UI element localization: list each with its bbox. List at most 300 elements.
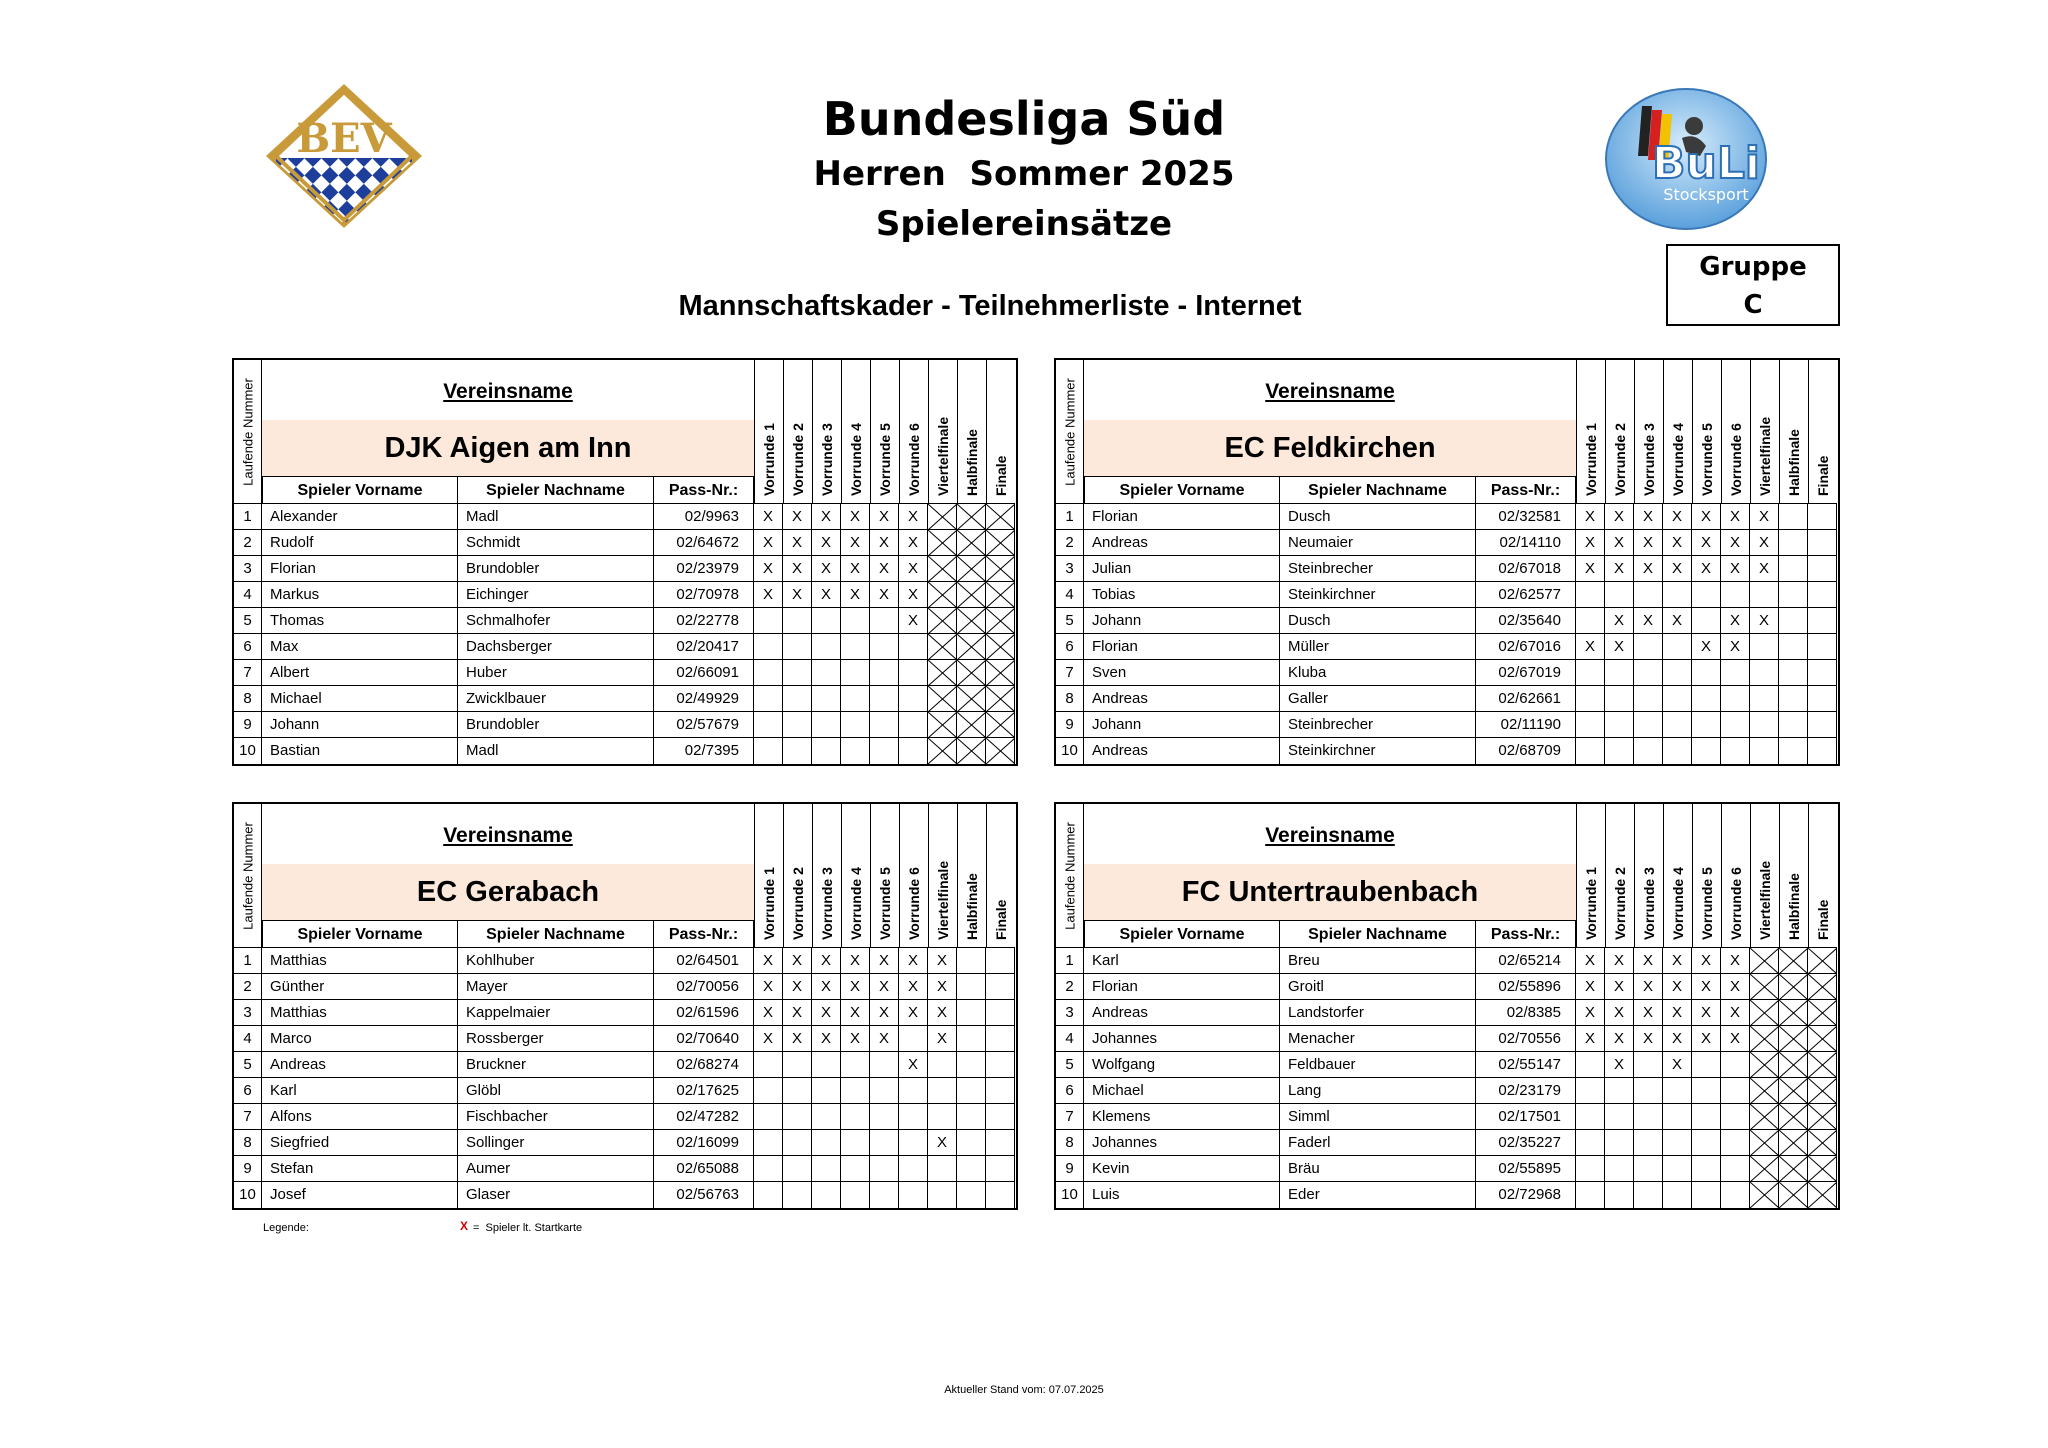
round-mark: X (1605, 1000, 1634, 1026)
player-number: 7 (1056, 1104, 1084, 1130)
round-mark: X (841, 582, 870, 608)
table-row (1056, 686, 1838, 712)
round-mark (783, 686, 812, 712)
round-mark (783, 1104, 812, 1130)
round-mark (783, 608, 812, 634)
player-nachname: Dusch (1280, 608, 1476, 634)
table-row (234, 582, 1016, 608)
round-mark (1576, 686, 1605, 712)
player-vorname: Michael (1084, 1078, 1280, 1104)
round-mark: X (1692, 504, 1721, 530)
crossed-out-cell (1779, 974, 1808, 1000)
crossed-out-cell (1808, 1104, 1837, 1130)
round-mark (986, 1130, 1015, 1156)
round-mark: X (928, 948, 957, 974)
pass-header: Pass-Nr.: (1476, 920, 1576, 948)
laufende-nummer-header: Laufende Nummer (234, 360, 262, 504)
table-row (1056, 660, 1838, 686)
round-header: Finale (1808, 360, 1837, 504)
round-mark (928, 1156, 957, 1182)
round-mark (1605, 1182, 1634, 1208)
round-mark: X (870, 1026, 899, 1052)
round-mark (812, 712, 841, 738)
round-mark (1750, 712, 1779, 738)
crossed-out-cell (957, 738, 986, 764)
table-row (1056, 556, 1838, 582)
round-mark: X (1663, 504, 1692, 530)
player-pass: 02/20417 (654, 634, 754, 660)
round-mark (957, 948, 986, 974)
laufende-nummer-header: Laufende Nummer (1056, 804, 1084, 948)
table-row (1056, 530, 1838, 556)
round-header: Vorrunde 3 (1634, 804, 1663, 948)
round-mark: X (754, 582, 783, 608)
player-pass: 02/68274 (654, 1052, 754, 1078)
round-mark (986, 1052, 1015, 1078)
round-mark (1721, 686, 1750, 712)
player-vorname: Andreas (1084, 530, 1280, 556)
player-nachname: Glaser (458, 1182, 654, 1208)
round-mark (1779, 556, 1808, 582)
round-mark: X (754, 948, 783, 974)
round-mark (899, 1078, 928, 1104)
team-name: DJK Aigen am Inn (262, 420, 754, 476)
player-nachname: Landstorfer (1280, 1000, 1476, 1026)
buli-stocksport-logo (1602, 86, 1772, 232)
player-pass: 02/70056 (654, 974, 754, 1000)
round-mark (1663, 582, 1692, 608)
round-header: Vorrunde 5 (870, 360, 899, 504)
player-pass: 02/17501 (1476, 1104, 1576, 1130)
round-mark (1634, 634, 1663, 660)
round-mark (1721, 712, 1750, 738)
table-row (234, 1156, 1016, 1182)
player-nachname: Steinkirchner (1280, 582, 1476, 608)
round-mark (812, 1130, 841, 1156)
vorname-header: Spieler Vorname (1084, 920, 1280, 948)
round-mark (1808, 712, 1837, 738)
round-mark (928, 1104, 957, 1130)
round-mark (1808, 504, 1837, 530)
player-number: 10 (234, 738, 262, 764)
player-pass: 02/55896 (1476, 974, 1576, 1000)
round-mark: X (783, 530, 812, 556)
gruppe-value: C (1743, 290, 1763, 320)
round-mark (812, 1052, 841, 1078)
round-mark: X (812, 1026, 841, 1052)
round-mark (870, 634, 899, 660)
player-vorname: Tobias (1084, 582, 1280, 608)
round-mark: X (1721, 974, 1750, 1000)
player-nachname: Simml (1280, 1104, 1476, 1130)
round-mark (1721, 1156, 1750, 1182)
round-mark: X (1721, 556, 1750, 582)
round-mark (899, 1156, 928, 1182)
player-nachname: Lang (1280, 1078, 1476, 1104)
round-mark (1576, 712, 1605, 738)
round-mark (870, 712, 899, 738)
round-mark: X (1634, 556, 1663, 582)
player-number: 3 (234, 1000, 262, 1026)
round-mark (1663, 660, 1692, 686)
round-mark: X (1634, 608, 1663, 634)
crossed-out-cell (1808, 1078, 1837, 1104)
round-mark: X (870, 530, 899, 556)
page-title: Bundesliga Süd (822, 92, 1226, 146)
player-nachname: Eichinger (458, 582, 654, 608)
round-header: Vorrunde 2 (783, 360, 812, 504)
player-vorname: Karl (262, 1078, 458, 1104)
round-mark (1663, 738, 1692, 764)
round-mark (783, 660, 812, 686)
list-title: Mannschaftskader - Teilnehmerliste - Internet (678, 290, 1302, 322)
player-pass: 02/35227 (1476, 1130, 1576, 1156)
player-pass: 02/64672 (654, 530, 754, 556)
round-mark: X (870, 948, 899, 974)
round-mark (1663, 1130, 1692, 1156)
vorname-header: Spieler Vorname (262, 476, 458, 504)
round-mark: X (899, 556, 928, 582)
player-number: 5 (234, 1052, 262, 1078)
player-nachname: Menacher (1280, 1026, 1476, 1052)
round-mark (1721, 660, 1750, 686)
crossed-out-cell (957, 634, 986, 660)
round-mark (1576, 1078, 1605, 1104)
round-mark: X (1663, 608, 1692, 634)
round-mark (1576, 1182, 1605, 1208)
crossed-out-cell (986, 660, 1015, 686)
player-vorname: Andreas (1084, 686, 1280, 712)
player-nachname: Brundobler (458, 556, 654, 582)
table-row (234, 948, 1016, 974)
round-mark (957, 1000, 986, 1026)
player-vorname: Albert (262, 660, 458, 686)
round-mark: X (754, 530, 783, 556)
table-row (1056, 738, 1838, 764)
vereinsname-label: Vereinsname (443, 824, 573, 847)
player-number: 3 (234, 556, 262, 582)
round-mark (1750, 738, 1779, 764)
player-pass: 02/16099 (654, 1130, 754, 1156)
round-mark: X (1750, 530, 1779, 556)
player-pass: 02/56763 (654, 1182, 754, 1208)
crossed-out-cell (928, 738, 957, 764)
buli-logo-subtext: Stocksport (1663, 185, 1749, 204)
round-mark (899, 1026, 928, 1052)
player-vorname: Matthias (262, 1000, 458, 1026)
crossed-out-cell (1750, 1182, 1779, 1208)
legend-text: = Spieler lt. Startkarte (473, 1222, 583, 1234)
round-header: Viertelfinale (928, 360, 957, 504)
round-header: Vorrunde 2 (1605, 804, 1634, 948)
crossed-out-cell (1779, 1052, 1808, 1078)
round-mark (783, 738, 812, 764)
player-vorname: Florian (262, 556, 458, 582)
table-row (234, 634, 1016, 660)
crossed-out-cell (957, 504, 986, 530)
round-mark (1576, 1104, 1605, 1130)
player-pass: 02/62577 (1476, 582, 1576, 608)
round-header: Viertelfinale (928, 804, 957, 948)
table-row (1056, 948, 1838, 974)
crossed-out-cell (1779, 1130, 1808, 1156)
player-pass: 02/35640 (1476, 608, 1576, 634)
crossed-out-cell (1808, 948, 1837, 974)
player-pass: 02/23979 (654, 556, 754, 582)
player-pass: 02/55895 (1476, 1156, 1576, 1182)
round-mark: X (1605, 1026, 1634, 1052)
player-pass: 02/55147 (1476, 1052, 1576, 1078)
round-mark (1576, 582, 1605, 608)
round-mark (841, 660, 870, 686)
round-mark: X (783, 974, 812, 1000)
player-pass: 02/66091 (654, 660, 754, 686)
round-mark (841, 1078, 870, 1104)
round-mark (1779, 504, 1808, 530)
round-mark: X (841, 974, 870, 1000)
round-mark (841, 634, 870, 660)
crossed-out-cell (1779, 1000, 1808, 1026)
player-nachname: Dusch (1280, 504, 1476, 530)
player-vorname: Marco (262, 1026, 458, 1052)
player-number: 9 (234, 1156, 262, 1182)
round-mark (1692, 660, 1721, 686)
player-nachname: Huber (458, 660, 654, 686)
crossed-out-cell (1779, 1104, 1808, 1130)
crossed-out-cell (928, 608, 957, 634)
crossed-out-cell (1779, 1078, 1808, 1104)
crossed-out-cell (928, 556, 957, 582)
player-pass: 02/62661 (1476, 686, 1576, 712)
player-vorname: Andreas (1084, 738, 1280, 764)
round-header: Vorrunde 5 (1692, 360, 1721, 504)
round-mark (783, 1130, 812, 1156)
round-mark (1721, 1052, 1750, 1078)
round-mark (1779, 582, 1808, 608)
round-mark (1692, 1052, 1721, 1078)
round-mark: X (1634, 1000, 1663, 1026)
round-mark (899, 686, 928, 712)
table-row (234, 556, 1016, 582)
round-mark: X (1721, 1026, 1750, 1052)
crossed-out-cell (957, 530, 986, 556)
player-number: 5 (1056, 1052, 1084, 1078)
player-pass: 02/61596 (654, 1000, 754, 1026)
round-mark (1721, 738, 1750, 764)
round-mark: X (1663, 974, 1692, 1000)
round-mark: X (812, 1000, 841, 1026)
round-mark: X (783, 1000, 812, 1026)
round-mark: X (1721, 608, 1750, 634)
table-row (1056, 634, 1838, 660)
round-header: Vorrunde 4 (1663, 360, 1692, 504)
table-row (1056, 1052, 1838, 1078)
round-mark: X (1692, 634, 1721, 660)
round-mark: X (1663, 556, 1692, 582)
round-mark (899, 634, 928, 660)
table-row (234, 504, 1016, 530)
player-nachname: Mayer (458, 974, 654, 1000)
round-mark (1692, 1078, 1721, 1104)
round-mark (1605, 1130, 1634, 1156)
table-row (1056, 504, 1838, 530)
round-mark (841, 1182, 870, 1208)
round-mark (986, 1078, 1015, 1104)
round-mark: X (1605, 948, 1634, 974)
player-number: 7 (1056, 660, 1084, 686)
round-header: Finale (986, 360, 1015, 504)
round-mark (1808, 556, 1837, 582)
table-row (1056, 1026, 1838, 1052)
player-pass: 02/64501 (654, 948, 754, 974)
crossed-out-cell (1808, 1130, 1837, 1156)
team-name: FC Untertraubenbach (1084, 864, 1576, 920)
round-mark (1692, 608, 1721, 634)
round-mark (899, 660, 928, 686)
round-mark (1692, 1182, 1721, 1208)
round-mark: X (754, 556, 783, 582)
round-header: Viertelfinale (1750, 804, 1779, 948)
vereinsname-label: Vereinsname (1265, 824, 1395, 847)
round-mark (1779, 686, 1808, 712)
round-mark (1605, 1156, 1634, 1182)
player-number: 4 (234, 1026, 262, 1052)
player-vorname: Florian (1084, 974, 1280, 1000)
round-header: Vorrunde 6 (1721, 804, 1750, 948)
crossed-out-cell (1750, 1156, 1779, 1182)
player-nachname: Feldbauer (1280, 1052, 1476, 1078)
crossed-out-cell (928, 504, 957, 530)
round-mark: X (1634, 948, 1663, 974)
table-row (234, 712, 1016, 738)
round-mark (1750, 634, 1779, 660)
round-mark (1634, 1182, 1663, 1208)
player-vorname: Max (262, 634, 458, 660)
crossed-out-cell (957, 686, 986, 712)
player-pass: 02/67016 (1476, 634, 1576, 660)
round-mark (870, 608, 899, 634)
player-vorname: Kevin (1084, 1156, 1280, 1182)
round-mark (1779, 660, 1808, 686)
round-mark (957, 1130, 986, 1156)
crossed-out-cell (957, 556, 986, 582)
player-vorname: Johann (1084, 712, 1280, 738)
round-mark: X (1634, 504, 1663, 530)
round-mark (1779, 634, 1808, 660)
round-mark (1779, 738, 1808, 764)
table-row (234, 686, 1016, 712)
crossed-out-cell (1808, 1000, 1837, 1026)
round-header: Vorrunde 4 (841, 804, 870, 948)
player-nachname: Eder (1280, 1182, 1476, 1208)
player-number: 2 (234, 974, 262, 1000)
round-mark (957, 1078, 986, 1104)
round-mark (1634, 1104, 1663, 1130)
round-mark: X (928, 1000, 957, 1026)
crossed-out-cell (1779, 948, 1808, 974)
round-mark (1634, 712, 1663, 738)
player-vorname: Johannes (1084, 1026, 1280, 1052)
round-mark (1605, 1078, 1634, 1104)
player-pass: 02/65214 (1476, 948, 1576, 974)
round-mark (841, 1052, 870, 1078)
crossed-out-cell (1779, 1026, 1808, 1052)
round-mark (1663, 686, 1692, 712)
round-header: Vorrunde 1 (1576, 804, 1605, 948)
round-mark: X (1576, 634, 1605, 660)
round-mark (986, 1104, 1015, 1130)
player-vorname: Karl (1084, 948, 1280, 974)
round-mark (1692, 738, 1721, 764)
laufende-nummer-header: Laufende Nummer (234, 804, 262, 948)
round-mark (1634, 1052, 1663, 1078)
round-mark (1605, 738, 1634, 764)
round-mark (986, 1000, 1015, 1026)
table-row (234, 530, 1016, 556)
round-mark (783, 634, 812, 660)
table-row (1056, 712, 1838, 738)
round-mark (1663, 634, 1692, 660)
table-row (1056, 1156, 1838, 1182)
round-mark: X (928, 1130, 957, 1156)
round-mark (783, 712, 812, 738)
player-pass: 02/57679 (654, 712, 754, 738)
round-mark: X (1663, 1052, 1692, 1078)
table-row (1056, 582, 1838, 608)
round-mark: X (1605, 974, 1634, 1000)
crossed-out-cell (1808, 1182, 1837, 1208)
player-nachname: Bräu (1280, 1156, 1476, 1182)
round-mark: X (870, 556, 899, 582)
round-mark (754, 686, 783, 712)
round-mark: X (870, 582, 899, 608)
player-pass: 02/23179 (1476, 1078, 1576, 1104)
round-mark (1605, 1104, 1634, 1130)
round-mark (986, 1156, 1015, 1182)
crossed-out-cell (928, 712, 957, 738)
round-mark: X (1663, 1000, 1692, 1026)
crossed-out-cell (986, 608, 1015, 634)
round-mark: X (1692, 1026, 1721, 1052)
round-mark (1808, 608, 1837, 634)
pass-header: Pass-Nr.: (654, 476, 754, 504)
round-mark: X (1576, 1026, 1605, 1052)
crossed-out-cell (957, 582, 986, 608)
round-mark: X (1605, 1052, 1634, 1078)
round-mark (1721, 1130, 1750, 1156)
player-nachname: Sollinger (458, 1130, 654, 1156)
section-title: Spielereinsätze (875, 204, 1173, 244)
vorname-header: Spieler Vorname (262, 920, 458, 948)
crossed-out-cell (928, 530, 957, 556)
round-header: Vorrunde 1 (754, 360, 783, 504)
round-header: Vorrunde 5 (870, 804, 899, 948)
player-nachname: Madl (458, 738, 654, 764)
player-number: 8 (234, 686, 262, 712)
round-header: Finale (1808, 804, 1837, 948)
player-pass: 02/67019 (1476, 660, 1576, 686)
round-mark: X (754, 504, 783, 530)
round-mark (870, 660, 899, 686)
round-header: Viertelfinale (1750, 360, 1779, 504)
round-mark (870, 1156, 899, 1182)
crossed-out-cell (957, 608, 986, 634)
round-mark: X (841, 1026, 870, 1052)
table-row (234, 1182, 1016, 1208)
round-mark (1634, 738, 1663, 764)
round-mark (899, 1104, 928, 1130)
round-mark: X (1721, 1000, 1750, 1026)
